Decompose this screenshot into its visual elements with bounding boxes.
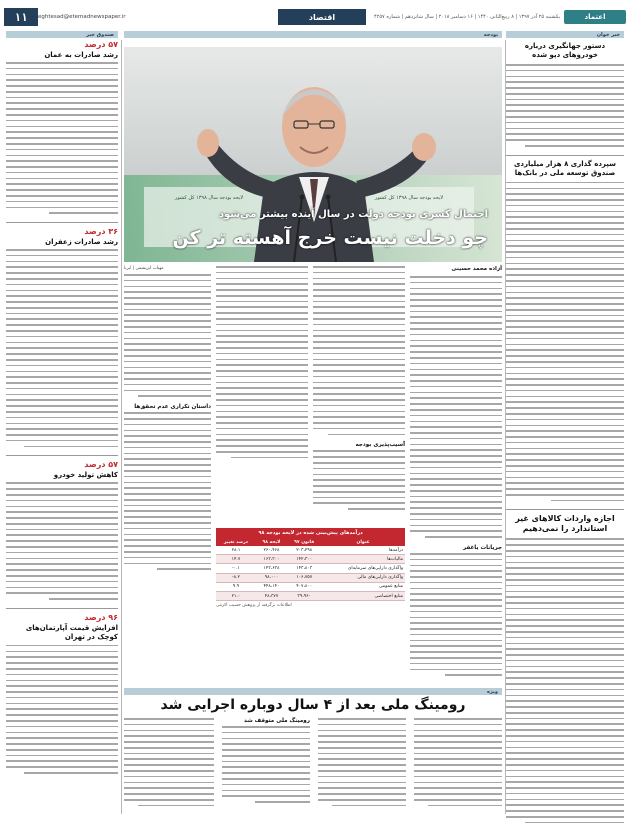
masthead	[4, 8, 626, 26]
row-value: ۱۰۶،۷۵۷	[287, 573, 321, 582]
budget-table-title: درآمدهای پیش‌بینی شده در لایحه بودجه ۹۸	[216, 528, 405, 538]
table-header-change: درصد تغییر	[216, 538, 256, 546]
bottom-col-4	[124, 718, 214, 811]
item3-title[interactable]: کاهش تولید خودرو	[53, 471, 118, 480]
story1-title[interactable]: دستور جهانگیری درباره خودروهای دپو شده	[524, 42, 606, 59]
table-row	[216, 555, 405, 564]
row-label: واگذاری دارایی‌های سرمایه‌ای	[321, 564, 405, 573]
backdrop-text-left: لایحه بودجه سال ۱۳۹۸ کل کشور	[174, 195, 244, 201]
table-row	[216, 564, 405, 573]
bottom-col-3	[222, 718, 310, 807]
item2-title[interactable]: رشد صادرات زعفران	[45, 238, 118, 247]
left-column-bar	[6, 31, 118, 38]
left-column	[6, 40, 118, 778]
issue-date-line: یکشنبه ۲۵ آذر ۱۳۹۷ | ۸ ربیع‌الثانی ۱۴۴۰ | ۱۶ دسامبر ۲۰۱۸ | سال شانزدهم | شماره ۴۲۵۷	[373, 14, 560, 20]
photo-caption: مهتاب ابریشمی | ایرنا	[124, 266, 164, 271]
table-source-note: اطلاعات برگرفته از پژوهش حسیب اکرمی	[216, 603, 292, 609]
row-value: ۸.۲-	[216, 573, 256, 582]
row-value: ۹.۹	[216, 582, 256, 591]
article-column-1	[410, 266, 502, 680]
row-value: ۰.۱-	[216, 564, 256, 573]
bottom-subhead: رومینگ ملی متوقف شد	[243, 718, 310, 724]
backdrop-text-right: لایحه بودجه سال ۱۳۹۸ کل کشور	[374, 195, 444, 201]
subhead-1: جریانات یاغفر	[462, 544, 502, 551]
row-value: ۱۴۳،۸۰۳	[287, 564, 321, 573]
bottom-story-body	[124, 718, 502, 814]
bottom-story-title[interactable]: رومینگ ملی بعد از ۴ سال دوباره اجرایی شد	[160, 697, 466, 713]
item3-tag: ۵۷ درصد	[84, 460, 118, 470]
table-header-label: عنوان	[321, 538, 405, 546]
row-value: ۴۸،۳۷۷	[256, 591, 287, 600]
photo-overlay-headline: چو دخلت نیست خرج آهسته تر کن	[172, 227, 488, 249]
photo-overlay-kicker: احتمال کسری بودجه دولت در سال آینده بیشتر می‌شود	[218, 209, 488, 220]
article-column-2	[313, 266, 405, 514]
bottom-bar-label: ویژه	[486, 688, 498, 695]
story3-title[interactable]: اجازه واردات کالاهای غیر استاندارد را نمی‌دهیم	[515, 514, 615, 534]
row-label: درآمدها	[321, 546, 405, 555]
item4-tag: ۹۶ درصد	[84, 612, 118, 622]
row-label: مالیات‌ها	[321, 555, 405, 564]
row-value: ۱۴۲،۳۰۰	[287, 555, 321, 564]
row-value: ۴۰۷،۸۰۰	[287, 582, 321, 591]
row-label: منابع اختصاصی	[321, 591, 405, 600]
center-column-bar	[124, 31, 502, 38]
article-author: آزاده محمد حسینی	[451, 266, 502, 272]
newspaper-logo[interactable]	[564, 10, 626, 24]
row-value: ۱۶۳،۳۰۰	[256, 555, 287, 564]
logo-text: اعتماد	[584, 13, 606, 21]
row-value: ۲۶۰،۴۶۸	[256, 546, 287, 555]
bottom-col-1	[414, 718, 502, 811]
right-column-bar	[506, 31, 624, 38]
budget-table-box	[216, 528, 405, 608]
article-column-4	[124, 266, 211, 574]
row-value: ۱۴.۷	[216, 555, 256, 564]
story2-title[interactable]: سپرده گذاری ۸ هزار میلیاردی صندوق توسعه ملی در بانک‌ها	[513, 159, 617, 177]
table-row	[216, 546, 405, 555]
center-bar-label: بودجه	[483, 31, 498, 38]
row-value: ۲۰۳،۲۹۸	[287, 546, 321, 555]
bottom-column-bar	[124, 688, 502, 695]
left-bar-label: صندوق خبر	[86, 31, 114, 38]
lead-article	[124, 266, 502, 692]
table-header-98: لایحه ۹۸	[256, 538, 287, 546]
row-value: ۹۸،۰۰۰	[256, 573, 287, 582]
section-label: اقتصاد	[278, 9, 366, 25]
row-value: ۲۸.۱	[216, 546, 256, 555]
table-header-97: قانون ۹۷	[287, 538, 321, 546]
row-value: ۳۹،۹۶۰	[287, 591, 321, 600]
right-bar-label: خبر خوان	[596, 31, 620, 38]
item4-title[interactable]: افزایش قیمت آپارتمان‌های کوچک در تهران	[25, 623, 118, 641]
subhead-3: داستان تکراری عدم تحقق‌ها	[134, 404, 211, 411]
row-label: واگذاری دارایی‌های مالی	[321, 573, 405, 582]
row-label: منابع عمومی	[321, 582, 405, 591]
item1-tag: ۵۷ درصد	[84, 40, 118, 49]
item2-tag: ۳۶ درصد	[84, 227, 118, 237]
page-number: ۱۱	[4, 8, 38, 26]
right-column	[506, 40, 624, 828]
subhead-2: آسیب‌پذیری بودجه	[355, 442, 405, 449]
budget-table	[216, 538, 405, 601]
lead-photo	[124, 47, 502, 262]
row-value: ۴۴۸،۱۴۰	[256, 582, 287, 591]
bottom-col-2	[318, 718, 406, 811]
table-row	[216, 591, 405, 600]
section-email[interactable]: eghtesad@etemadnewspaper.ir	[38, 14, 126, 20]
row-value: ۲۱.۰	[216, 591, 256, 600]
article-column-3	[216, 266, 308, 463]
row-value: ۱۴۳،۶۳۸	[256, 564, 287, 573]
table-row	[216, 582, 405, 591]
item1-title[interactable]: رشد صادرات به عمان	[44, 51, 118, 59]
table-row	[216, 573, 405, 582]
